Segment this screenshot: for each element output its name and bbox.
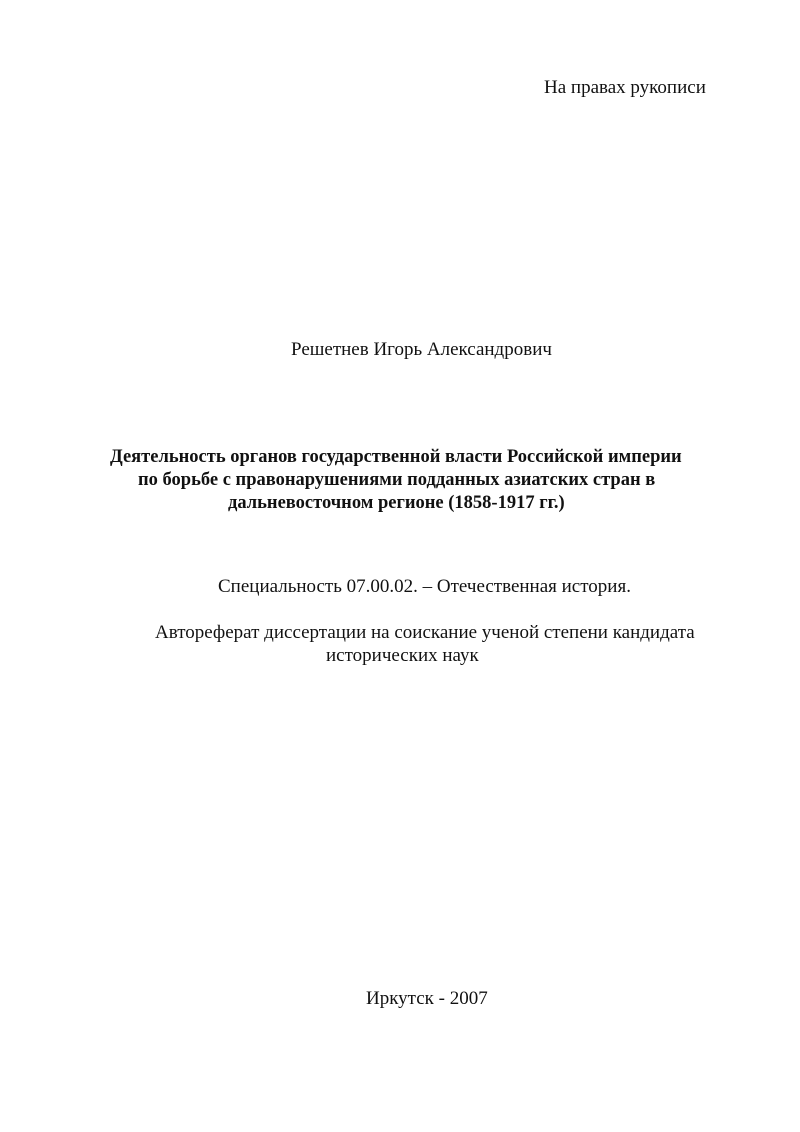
title-line-2: по борьбе с правонарушениями подданных азиатских стран в bbox=[138, 470, 656, 490]
specialty: Специальность 07.00.02. – Отечественная история. bbox=[218, 576, 631, 597]
author-name: Решетнев Игорь Александрович bbox=[291, 339, 552, 360]
place-year: Иркутск - 2007 bbox=[366, 988, 488, 1009]
abstract-line-2: исторических наук bbox=[326, 645, 479, 666]
abstract-line-1: Автореферат диссертации на соискание ученой степени кандидата bbox=[155, 622, 695, 643]
rights-notice: На правах рукописи bbox=[544, 77, 706, 98]
title-line-1: Деятельность органов государственной власти Российской империи bbox=[110, 447, 682, 467]
title-line-3: дальневосточном регионе (1858-1917 гг.) bbox=[228, 493, 565, 513]
